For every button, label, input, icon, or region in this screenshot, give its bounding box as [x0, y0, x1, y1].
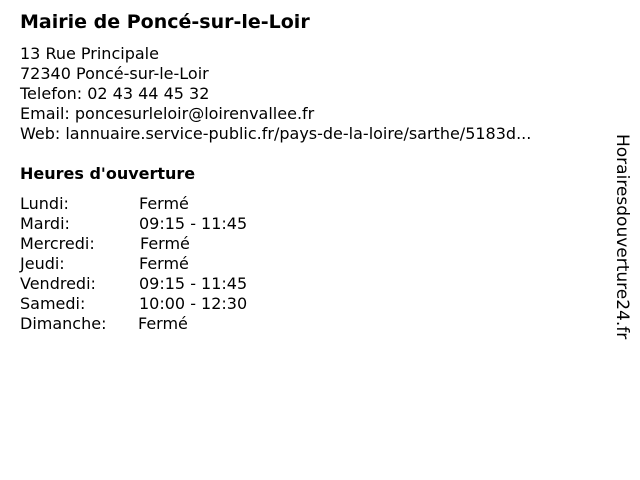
hours-row-monday [20, 194, 320, 214]
web-text: Web: lannuaire.service-public.fr/pays-de-la-loire/sarthe/5183d... [20, 124, 532, 143]
hours-value: Fermé [138, 314, 188, 333]
phone-text: Telefon: 02 43 44 45 32 [20, 84, 210, 103]
hours-row-sunday [20, 314, 320, 334]
hours-row-saturday [20, 294, 320, 314]
hours-value: Fermé [139, 254, 189, 273]
day-label: Vendredi: [20, 274, 96, 293]
email-text: Email: poncesurleloir@loirenvallee.fr [20, 104, 315, 123]
contact-block [20, 44, 531, 144]
hours-value: 10:00 - 12:30 [139, 294, 248, 313]
day-label: Lundi: [20, 194, 69, 213]
hours-value: 09:15 - 11:45 [139, 214, 248, 233]
day-label: Dimanche: [20, 314, 107, 333]
hours-row-wednesday [20, 234, 320, 254]
hours-value: Fermé [139, 194, 189, 213]
site-brand-vertical: Horairesdouverture24.fr [612, 134, 632, 340]
hours-value: 09:15 - 11:45 [139, 274, 248, 293]
opening-hours-heading: Heures d'ouverture [20, 164, 196, 183]
street-address: 13 Rue Principale [20, 44, 159, 63]
hours-row-friday [20, 274, 320, 294]
page-title: Mairie de Poncé-sur-le-Loir [20, 11, 310, 33]
opening-hours-table [20, 194, 320, 334]
day-label: Samedi: [20, 294, 86, 313]
city-address: 72340 Poncé-sur-le-Loir [20, 64, 209, 83]
day-label: Jeudi: [20, 254, 65, 273]
day-label: Mardi: [20, 214, 70, 233]
hours-row-thursday [20, 254, 320, 274]
hours-value: Fermé [140, 234, 190, 253]
day-label: Mercredi: [20, 234, 95, 253]
hours-row-tuesday [20, 214, 320, 234]
